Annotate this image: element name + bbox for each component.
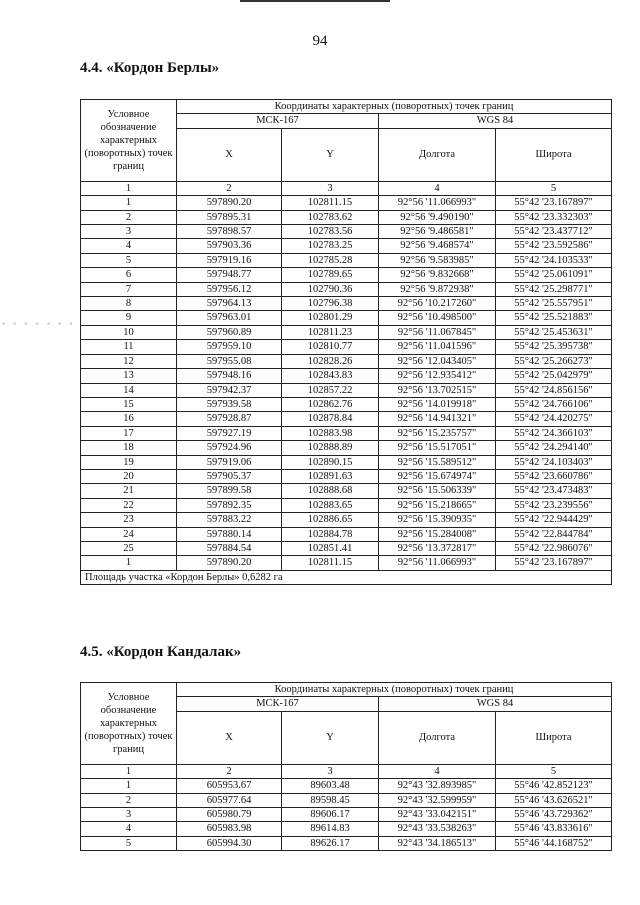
coordinates-table-body: [81, 683, 612, 851]
coord-x: 597964.13: [177, 297, 282, 311]
table-row: [81, 282, 612, 296]
column-number-row: [81, 764, 612, 778]
latitude: 55°42 '24.103533": [496, 253, 612, 267]
point-number: 2: [81, 210, 177, 224]
table-row: [81, 808, 612, 822]
coord-y: 89606.17: [282, 808, 379, 822]
table-row: [81, 311, 612, 325]
longitude: 92°56 '14.941321": [379, 412, 496, 426]
column-number: 3: [282, 764, 379, 778]
longitude-header: Долгота: [379, 128, 496, 181]
latitude: 55°42 '25.521883": [496, 311, 612, 325]
latitude: 55°42 '23.437712": [496, 225, 612, 239]
table-row: [81, 253, 612, 267]
coord-y: 102828.26: [282, 354, 379, 368]
coord-x: 605983.98: [177, 822, 282, 836]
latitude: 55°46 '42.852123": [496, 779, 612, 793]
longitude: 92°56 '12.043405": [379, 354, 496, 368]
column-number: 2: [177, 764, 282, 778]
coord-x: 597927.19: [177, 426, 282, 440]
point-number: 4: [81, 822, 177, 836]
section-heading-berly: 4.4. «Кордон Берлы»: [80, 60, 220, 76]
coord-y: 102811.15: [282, 196, 379, 210]
coord-y: 102883.98: [282, 426, 379, 440]
column-number: 1: [81, 764, 177, 778]
coord-x: 597956.12: [177, 282, 282, 296]
point-number: 3: [81, 225, 177, 239]
point-number: 5: [81, 836, 177, 850]
latitude: 55°42 '23.167897": [496, 556, 612, 570]
latitude: 55°42 '25.298771": [496, 282, 612, 296]
latitude: 55°42 '22.944429": [496, 513, 612, 527]
coord-y: 102890.15: [282, 455, 379, 469]
coordinates-table-berly: [80, 99, 612, 585]
coords-header: Координаты характерных (поворотных) точек границ: [177, 683, 612, 697]
coord-x: 597905.37: [177, 469, 282, 483]
coord-x: 597919.16: [177, 253, 282, 267]
coord-y: 102801.29: [282, 311, 379, 325]
longitude: 92°56 '14.019918": [379, 397, 496, 411]
top-rule: [240, 0, 390, 2]
point-number: 20: [81, 469, 177, 483]
page-number: 94: [312, 33, 328, 49]
longitude: 92°56 '15.218665": [379, 498, 496, 512]
latitude: 55°46 '43.729362": [496, 808, 612, 822]
table-row: [81, 469, 612, 483]
table-row: [81, 412, 612, 426]
longitude: 92°56 '9.832668": [379, 268, 496, 282]
coord-x: 605980.79: [177, 808, 282, 822]
point-number: 8: [81, 297, 177, 311]
longitude: 92°56 '15.235757": [379, 426, 496, 440]
table-row: [81, 325, 612, 339]
coord-x: 597948.77: [177, 268, 282, 282]
table-row: [81, 210, 612, 224]
longitude: 92°56 '13.702515": [379, 383, 496, 397]
longitude: 92°56 '9.486581": [379, 225, 496, 239]
point-number: 17: [81, 426, 177, 440]
point-number: 10: [81, 325, 177, 339]
table-row: [81, 297, 612, 311]
column-number: 4: [379, 764, 496, 778]
latitude: 55°42 '23.167897": [496, 196, 612, 210]
column-number: 4: [379, 181, 496, 195]
latitude: 55°42 '23.332303": [496, 210, 612, 224]
point-number: 23: [81, 513, 177, 527]
latitude-header: Широта: [496, 711, 612, 764]
latitude: 55°42 '24.103403": [496, 455, 612, 469]
longitude: 92°56 '10.498500": [379, 311, 496, 325]
coord-y: 89626.17: [282, 836, 379, 850]
table-row: [81, 426, 612, 440]
coord-x: 597883.22: [177, 513, 282, 527]
latitude: 55°42 '24.366103": [496, 426, 612, 440]
margin-mark: - - - - - - -: [2, 318, 76, 328]
coord-y: 102811.23: [282, 325, 379, 339]
coord-y: 102783.62: [282, 210, 379, 224]
section-heading-kandalak: 4.5. «Кордон Кандалак»: [80, 644, 242, 660]
coordinates-table-body: [81, 100, 612, 571]
area-row: [81, 570, 612, 584]
latitude: 55°42 '22.986076": [496, 541, 612, 555]
longitude: 92°56 '15.284008": [379, 527, 496, 541]
latitude: 55°42 '24.294140": [496, 441, 612, 455]
point-number: 22: [81, 498, 177, 512]
longitude: 92°56 '15.390935": [379, 513, 496, 527]
point-number: 16: [81, 412, 177, 426]
point-number: 6: [81, 268, 177, 282]
point-number: 3: [81, 808, 177, 822]
latitude: 55°42 '25.042979": [496, 369, 612, 383]
longitude: 92°56 '11.067845": [379, 325, 496, 339]
latitude: 55°42 '23.239556": [496, 498, 612, 512]
area-footer: [81, 570, 612, 584]
column-number: 1: [81, 181, 177, 195]
coord-y: 102883.65: [282, 498, 379, 512]
coord-x: 597884.54: [177, 541, 282, 555]
coord-x: 597890.20: [177, 196, 282, 210]
longitude: 92°56 '9.872938": [379, 282, 496, 296]
coord-x: 597928.87: [177, 412, 282, 426]
latitude: 55°42 '23.592586": [496, 239, 612, 253]
coord-x: 605953.67: [177, 779, 282, 793]
coord-y: 102888.89: [282, 441, 379, 455]
table-row: [81, 556, 612, 570]
coord-x: 597963.01: [177, 311, 282, 325]
header-row-top: [81, 100, 612, 114]
point-number: 7: [81, 282, 177, 296]
latitude: 55°46 '43.626521": [496, 793, 612, 807]
longitude: 92°56 '11.041596": [379, 340, 496, 354]
coord-x: 605994.30: [177, 836, 282, 850]
point-number: 14: [81, 383, 177, 397]
coord-y: 89598.45: [282, 793, 379, 807]
coord-x: 597939.58: [177, 397, 282, 411]
latitude: 55°42 '25.395738": [496, 340, 612, 354]
coord-x: 597895.31: [177, 210, 282, 224]
point-number: 1: [81, 196, 177, 210]
point-number: 11: [81, 340, 177, 354]
longitude: 92°56 '11.066993": [379, 196, 496, 210]
coord-y: 89603.48: [282, 779, 379, 793]
latitude: 55°42 '24.856156": [496, 383, 612, 397]
longitude: 92°56 '12.935412": [379, 369, 496, 383]
column-number-row: [81, 181, 612, 195]
longitude: 92°56 '13.372817": [379, 541, 496, 555]
point-number: 9: [81, 311, 177, 325]
point-number: 24: [81, 527, 177, 541]
coord-y: 102851.41: [282, 541, 379, 555]
latitude: 55°46 '43.833616": [496, 822, 612, 836]
table-row: [81, 498, 612, 512]
table-row: [81, 196, 612, 210]
table-row: [81, 836, 612, 850]
coord-x: 597942.37: [177, 383, 282, 397]
point-column-header: Условное обозначение характерных (поворотных) точек границ: [81, 100, 177, 182]
column-number: 5: [496, 181, 612, 195]
point-number: 5: [81, 253, 177, 267]
longitude: 92°56 '10.217260": [379, 297, 496, 311]
coord-y: 102783.56: [282, 225, 379, 239]
table-row: [81, 541, 612, 555]
x-header: X: [177, 711, 282, 764]
coordinates-table-kandalak: [80, 682, 612, 851]
table-row: [81, 513, 612, 527]
coord-x: 605977.64: [177, 793, 282, 807]
coord-y: 102810.77: [282, 340, 379, 354]
coord-x: 597903.36: [177, 239, 282, 253]
wgs-header: WGS 84: [379, 114, 612, 128]
coord-x: 597924.96: [177, 441, 282, 455]
longitude: 92°56 '15.589512": [379, 455, 496, 469]
longitude: 92°43 '32.599959": [379, 793, 496, 807]
coord-y: 89614.83: [282, 822, 379, 836]
table-row: [81, 455, 612, 469]
coord-y: 102843.83: [282, 369, 379, 383]
column-number: 2: [177, 181, 282, 195]
longitude: 92°56 '9.490190": [379, 210, 496, 224]
coord-x: 597955.08: [177, 354, 282, 368]
longitude: 92°56 '15.506339": [379, 484, 496, 498]
table-row: [81, 383, 612, 397]
coord-y: 102783.25: [282, 239, 379, 253]
coord-x: 597898.57: [177, 225, 282, 239]
coord-y: 102796.38: [282, 297, 379, 311]
point-number: 21: [81, 484, 177, 498]
header-row-top: [81, 683, 612, 697]
longitude: 92°56 '15.517051": [379, 441, 496, 455]
longitude: 92°43 '34.186513": [379, 836, 496, 850]
latitude: 55°42 '22.844784": [496, 527, 612, 541]
latitude: 55°42 '24.766106": [496, 397, 612, 411]
coord-x: 597899.58: [177, 484, 282, 498]
table-row: [81, 340, 612, 354]
coord-y: 102886.65: [282, 513, 379, 527]
latitude: 55°42 '25.453631": [496, 325, 612, 339]
coord-y: 102888.68: [282, 484, 379, 498]
coord-x: 597919.06: [177, 455, 282, 469]
longitude: 92°56 '9.583985": [379, 253, 496, 267]
wgs-header: WGS 84: [379, 697, 612, 711]
longitude: 92°56 '11.066993": [379, 556, 496, 570]
coord-y: 102790.36: [282, 282, 379, 296]
msk-header: МСК-167: [177, 697, 379, 711]
latitude: 55°42 '23.660786": [496, 469, 612, 483]
y-header: Y: [282, 128, 379, 181]
table-row: [81, 822, 612, 836]
point-number: 15: [81, 397, 177, 411]
coord-x: 597890.20: [177, 556, 282, 570]
table-row: [81, 225, 612, 239]
x-header: X: [177, 128, 282, 181]
coord-x: 597892.35: [177, 498, 282, 512]
point-number: 25: [81, 541, 177, 555]
latitude: 55°42 '25.557951": [496, 297, 612, 311]
latitude: 55°42 '25.061091": [496, 268, 612, 282]
coord-y: 102811.15: [282, 556, 379, 570]
table-row: [81, 484, 612, 498]
column-number: 3: [282, 181, 379, 195]
area-text: Площадь участка «Кордон Берлы» 0,6282 га: [81, 570, 612, 584]
point-number: 18: [81, 441, 177, 455]
column-number: 5: [496, 764, 612, 778]
latitude-header: Широта: [496, 128, 612, 181]
latitude: 55°42 '24.420275": [496, 412, 612, 426]
coord-y: 102884.78: [282, 527, 379, 541]
coord-x: 597880.14: [177, 527, 282, 541]
table-row: [81, 779, 612, 793]
coord-y: 102785.28: [282, 253, 379, 267]
table-row: [81, 527, 612, 541]
latitude: 55°46 '44.168752": [496, 836, 612, 850]
coord-y: 102789.65: [282, 268, 379, 282]
coord-x: 597959.10: [177, 340, 282, 354]
coord-y: 102857.22: [282, 383, 379, 397]
table-row: [81, 268, 612, 282]
longitude-header: Долгота: [379, 711, 496, 764]
latitude: 55°42 '25.266273": [496, 354, 612, 368]
point-column-header: Условное обозначение характерных (поворотных) точек границ: [81, 683, 177, 765]
table-row: [81, 441, 612, 455]
point-number: 4: [81, 239, 177, 253]
coords-header: Координаты характерных (поворотных) точек границ: [177, 100, 612, 114]
coord-y: 102878.84: [282, 412, 379, 426]
longitude: 92°43 '33.538263": [379, 822, 496, 836]
table-row: [81, 397, 612, 411]
longitude: 92°56 '15.674974": [379, 469, 496, 483]
longitude: 92°56 '9.468574": [379, 239, 496, 253]
table-row: [81, 239, 612, 253]
table-row: [81, 793, 612, 807]
point-number: 12: [81, 354, 177, 368]
coord-x: 597960.89: [177, 325, 282, 339]
latitude: 55°42 '23.473483": [496, 484, 612, 498]
coord-y: 102862.76: [282, 397, 379, 411]
msk-header: МСК-167: [177, 114, 379, 128]
point-number: 19: [81, 455, 177, 469]
y-header: Y: [282, 711, 379, 764]
point-number: 1: [81, 556, 177, 570]
table-row: [81, 354, 612, 368]
longitude: 92°43 '32.893985": [379, 779, 496, 793]
point-number: 2: [81, 793, 177, 807]
point-number: 1: [81, 779, 177, 793]
table-row: [81, 369, 612, 383]
coord-x: 597948.16: [177, 369, 282, 383]
point-number: 13: [81, 369, 177, 383]
longitude: 92°43 '33.042151": [379, 808, 496, 822]
coord-y: 102891.63: [282, 469, 379, 483]
